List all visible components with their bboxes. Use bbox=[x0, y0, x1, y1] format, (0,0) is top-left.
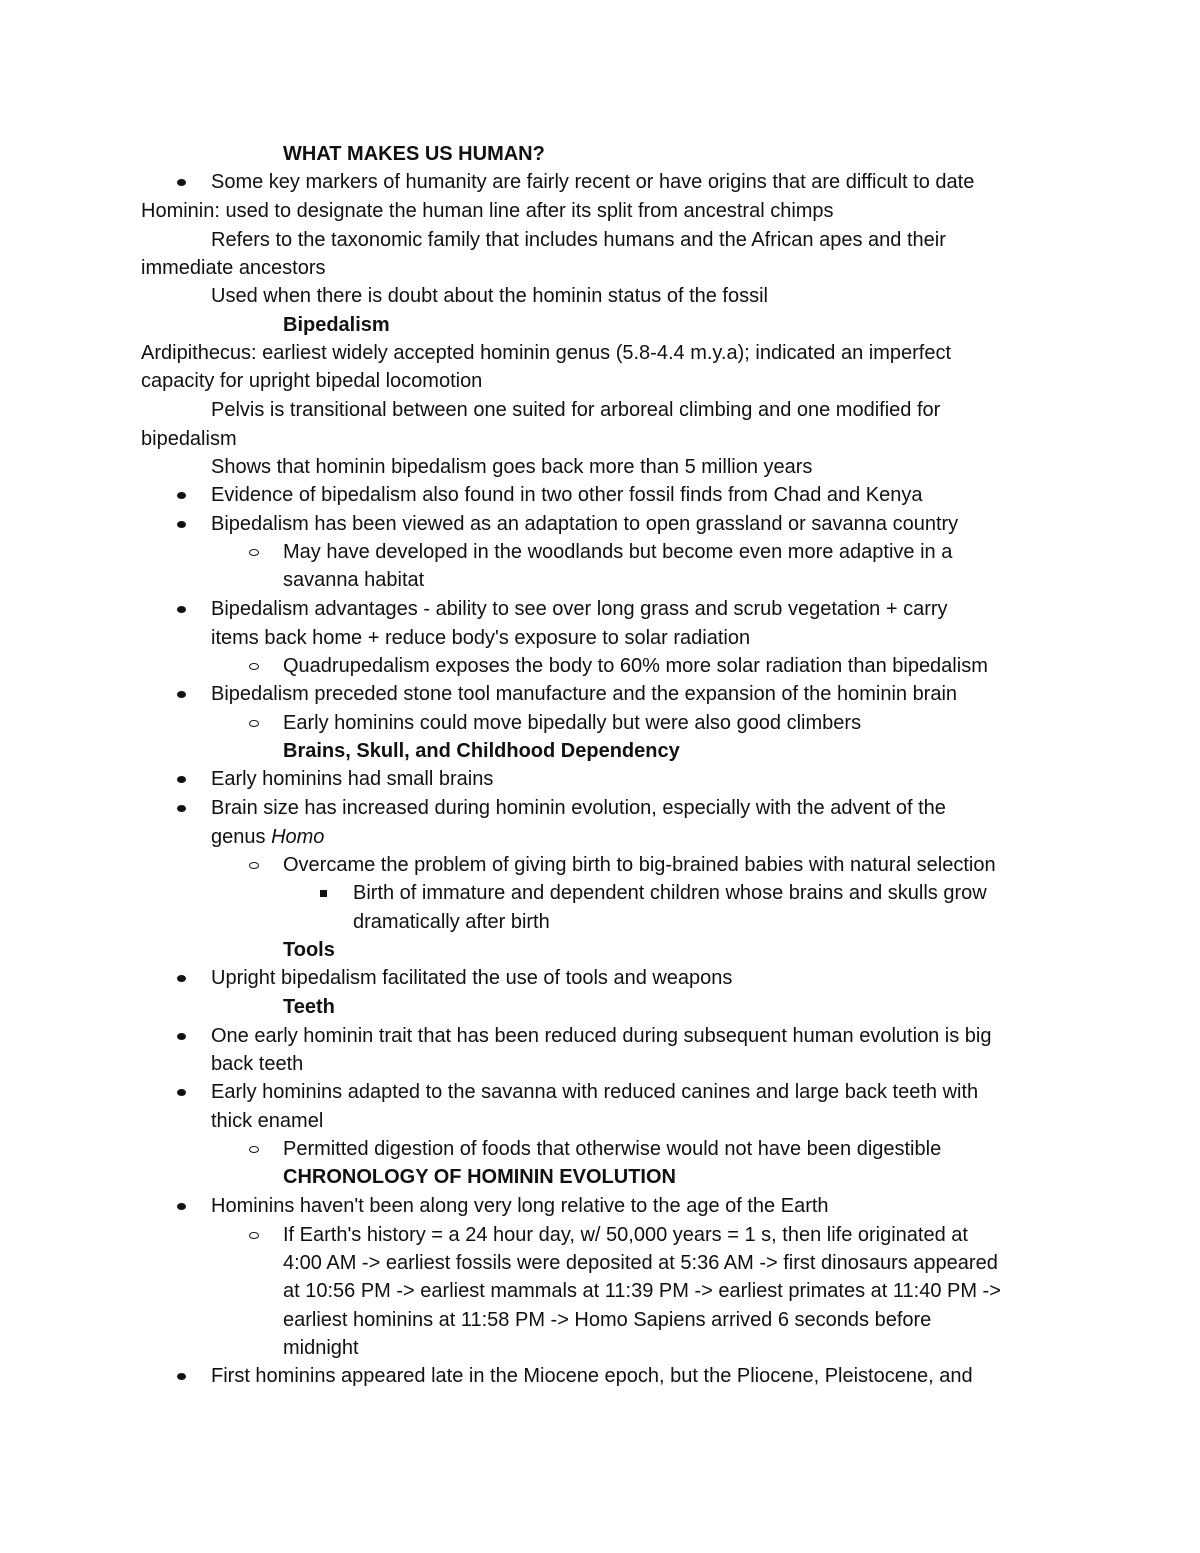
section-heading bbox=[283, 313, 390, 337]
bullet-circle-icon bbox=[249, 1146, 259, 1153]
line-text: Overcame the problem of giving birth to big-brained babies with natural selection bbox=[283, 854, 996, 876]
line-text: Bipedalism bbox=[283, 314, 390, 336]
text-line bbox=[211, 626, 750, 650]
bullet-disc-icon bbox=[177, 179, 186, 186]
line-text: Hominin: used to designate the human line after its split from ancestral chimps bbox=[141, 200, 834, 222]
text-line bbox=[283, 1251, 998, 1275]
bullet-square-icon bbox=[320, 890, 327, 897]
list-item bbox=[211, 796, 946, 820]
line-text: Used when there is doubt about the hominin status of the fossil bbox=[211, 285, 769, 307]
line-text: back teeth bbox=[211, 1053, 304, 1075]
bullet-circle-icon bbox=[249, 1232, 259, 1239]
bullet-circle-icon bbox=[249, 862, 259, 869]
text-line bbox=[211, 1109, 323, 1133]
list-item bbox=[283, 540, 952, 564]
bullet-disc-icon bbox=[177, 691, 186, 698]
bullet-circle-icon bbox=[249, 549, 259, 556]
bullet-disc-icon bbox=[177, 492, 186, 499]
text-line bbox=[283, 1336, 359, 1360]
bullet-disc-icon bbox=[177, 1203, 186, 1210]
line-text: Ardipithecus: earliest widely accepted hominin genus (5.8-4.4 m.y.a); indicated an imperfect bbox=[141, 342, 952, 364]
text-line bbox=[283, 1279, 1001, 1303]
line-text: Bipedalism advantages - ability to see over long grass and scrub vegetation + carry bbox=[211, 598, 948, 620]
bullet-disc-icon bbox=[177, 1089, 186, 1096]
line-text: Teeth bbox=[283, 996, 335, 1018]
line-text: genus bbox=[211, 826, 272, 848]
line-text: items back home + reduce body's exposure to solar radiation bbox=[211, 627, 751, 649]
list-item bbox=[211, 512, 958, 536]
line-text: CHRONOLOGY OF HOMININ EVOLUTION bbox=[283, 1166, 676, 1188]
line-text: Pelvis is transitional between one suited for arboreal climbing and one modified for bbox=[211, 399, 941, 421]
text-line bbox=[141, 369, 482, 393]
line-text: May have developed in the woodlands but become even more adaptive in a bbox=[283, 541, 953, 563]
line-text: Early hominins adapted to the savanna with reduced canines and large back teeth with bbox=[211, 1081, 979, 1103]
line-text: WHAT MAKES US HUMAN? bbox=[283, 143, 545, 165]
list-item bbox=[211, 1194, 829, 1218]
text-line bbox=[211, 284, 768, 308]
line-text: Permitted digestion of foods that otherwise would not have been digestible bbox=[283, 1138, 942, 1160]
text-line bbox=[211, 455, 812, 479]
line-text: midnight bbox=[283, 1337, 359, 1359]
section-heading bbox=[283, 1165, 676, 1189]
text-line bbox=[283, 568, 424, 592]
list-item bbox=[211, 597, 948, 621]
list-item bbox=[211, 483, 923, 507]
bullet-disc-icon bbox=[177, 776, 186, 783]
text-line bbox=[283, 1308, 931, 1332]
bullet-disc-icon bbox=[177, 1373, 186, 1380]
line-text: at 10:56 PM -> earliest mammals at 11:39 PM -> earliest primates at 11:40 PM -> bbox=[283, 1280, 1001, 1302]
line-text: dramatically after birth bbox=[353, 911, 550, 933]
line-text: Brains, Skull, and Childhood Dependency bbox=[283, 740, 680, 762]
bullet-disc-icon bbox=[177, 1033, 186, 1040]
text-line bbox=[141, 427, 237, 451]
line-text: Early hominins could move bipedally but were also good climbers bbox=[283, 712, 862, 734]
list-item bbox=[211, 170, 974, 194]
section-heading bbox=[283, 938, 335, 962]
line-text: Bipedalism preceded stone tool manufacture and the expansion of the hominin brain bbox=[211, 683, 958, 705]
text-line bbox=[211, 1052, 303, 1076]
list-item bbox=[283, 654, 988, 678]
line-text: Tools bbox=[283, 939, 335, 961]
line-text: savanna habitat bbox=[283, 569, 425, 591]
bullet-disc-icon bbox=[177, 975, 186, 982]
line-text: Refers to the taxonomic family that includes humans and the African apes and their bbox=[211, 229, 946, 251]
bullet-circle-icon bbox=[249, 663, 259, 670]
line-text: Birth of immature and dependent children whose brains and skulls grow bbox=[353, 882, 987, 904]
line-text: Some key markers of humanity are fairly recent or have origins that are difficult to date bbox=[211, 171, 975, 193]
list-item bbox=[283, 853, 996, 877]
line-text: First hominins appeared late in the Miocene epoch, but the Pliocene, Pleistocene, and bbox=[211, 1365, 973, 1387]
list-item bbox=[211, 682, 957, 706]
bullet-disc-icon bbox=[177, 805, 186, 812]
line-text: Bipedalism has been viewed as an adaptation to open grassland or savanna country bbox=[211, 513, 959, 535]
list-item bbox=[211, 1080, 978, 1104]
line-text: One early hominin trait that has been reduced during subsequent human evolution is big bbox=[211, 1025, 992, 1047]
line-text: Hominins haven't been along very long relative to the age of the Earth bbox=[211, 1195, 829, 1217]
line-text: Brain size has increased during hominin evolution, especially with the advent of the bbox=[211, 797, 946, 819]
line-text: 4:00 AM -> earliest fossils were deposited at 5:36 AM -> first dinosaurs appeared bbox=[283, 1252, 998, 1274]
section-heading bbox=[283, 142, 545, 166]
text-line bbox=[353, 910, 550, 934]
line-text: Shows that hominin bipedalism goes back more than 5 million years bbox=[211, 456, 813, 478]
text-line bbox=[211, 825, 324, 849]
line-text: capacity for upright bipedal locomotion bbox=[141, 370, 483, 392]
italic-term: Homo bbox=[271, 826, 325, 848]
line-text: Evidence of bipedalism also found in two other fossil finds from Chad and Kenya bbox=[211, 484, 923, 506]
text-line bbox=[141, 256, 326, 280]
text-line bbox=[211, 398, 940, 422]
section-heading bbox=[283, 739, 680, 763]
bullet-disc-icon bbox=[177, 521, 186, 528]
bullet-disc-icon bbox=[177, 606, 186, 613]
list-item bbox=[353, 881, 987, 905]
list-item bbox=[283, 711, 861, 735]
list-item bbox=[211, 1024, 992, 1048]
section-heading bbox=[283, 995, 335, 1019]
line-text: thick enamel bbox=[211, 1110, 324, 1132]
line-text: bipedalism bbox=[141, 428, 237, 450]
bullet-circle-icon bbox=[249, 720, 259, 727]
list-item bbox=[211, 1364, 973, 1388]
line-text: Upright bipedalism facilitated the use of tools and weapons bbox=[211, 967, 733, 989]
list-item bbox=[283, 1223, 968, 1247]
line-text: immediate ancestors bbox=[141, 257, 326, 279]
line-text: Early hominins had small brains bbox=[211, 768, 494, 790]
list-item bbox=[211, 966, 732, 990]
list-item bbox=[283, 1137, 941, 1161]
text-line bbox=[141, 341, 951, 365]
text-line bbox=[141, 199, 834, 223]
line-text: earliest hominins at 11:58 PM -> Homo Sapiens arrived 6 seconds before bbox=[283, 1309, 932, 1331]
line-text: If Earth's history = a 24 hour day, w/ 50,000 years = 1 s, then life originated at bbox=[283, 1224, 968, 1246]
text-line bbox=[211, 228, 946, 252]
line-text: Quadrupedalism exposes the body to 60% more solar radiation than bipedalism bbox=[283, 655, 988, 677]
list-item bbox=[211, 767, 493, 791]
